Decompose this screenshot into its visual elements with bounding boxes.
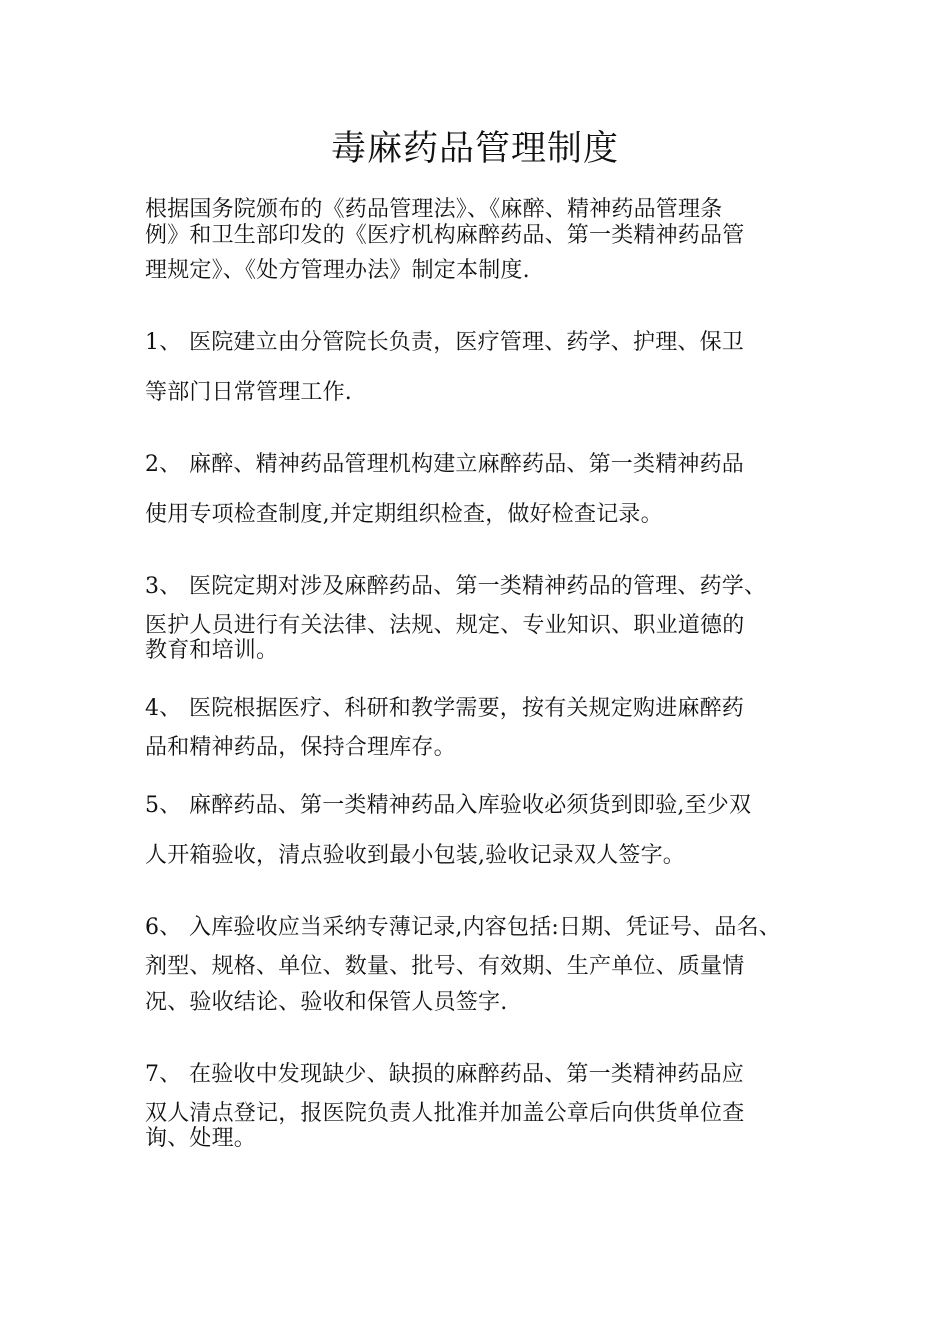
item-text: 在验收中发现缺少、缺损的麻醉药品、第一类精神药品应	[189, 1062, 745, 1087]
intro-line: 根据国务院颁布的《药品管理法》、《麻醉、精神药品管理条	[145, 197, 723, 222]
list-item-7-line: 询、处理。	[145, 1126, 257, 1151]
item-number: 3、	[145, 574, 182, 599]
list-item-6-line: 剂型、规格、单位、数量、批号、有效期、生产单位、质量情	[145, 954, 745, 979]
list-item-3-line: 医护人员进行有关法律、法规、规定、专业知识、职业道德的	[145, 613, 745, 638]
item-number: 6、	[145, 915, 182, 940]
item-number: 4、	[145, 696, 182, 721]
item-number: 5、	[145, 793, 182, 818]
list-item-7-line: 双人清点登记，报医院负责人批准并加盖公章后向供货单位查	[145, 1101, 745, 1126]
list-item-1-line	[145, 329, 744, 357]
item-text: 医院建立由分管院长负责，医疗管理、药学、护理、保卫	[189, 330, 745, 355]
item-text: 麻醉药品、第一类精神药品入库验收必须货到即验,至少双	[189, 793, 752, 818]
intro-line: 理规定》、《处方管理办法》制定本制度.	[145, 258, 530, 283]
intro-line: 例》和卫生部印发的《医疗机构麻醉药品、第一类精神药品管	[145, 223, 745, 248]
list-item-4-line	[145, 695, 744, 723]
list-item-2-line	[145, 451, 744, 479]
item-text: 麻醉、精神药品管理机构建立麻醉药品、第一类精神药品	[189, 452, 745, 477]
list-item-6-line: 况、验收结论、验收和保管人员签字.	[145, 990, 508, 1015]
item-number: 7、	[145, 1062, 182, 1087]
item-text: 医院根据医疗、科研和教学需要，按有关规定购进麻醉药	[189, 696, 745, 721]
list-item-4-line: 品和精神药品，保持合理库存。	[145, 735, 456, 760]
list-item-2-line: 使用专项检查制度,并定期组织检查，做好检查记录。	[145, 502, 663, 527]
document-title: 毒麻药品管理制度	[330, 129, 619, 169]
item-number: 1、	[145, 330, 182, 355]
list-item-5-line: 人开箱验收，清点验收到最小包装,验收记录双人签字。	[145, 843, 685, 868]
list-item-3-line: 教育和培训。	[145, 638, 279, 663]
item-number: 2、	[145, 452, 182, 477]
list-item-7-line	[145, 1061, 744, 1089]
list-item-6-line	[145, 914, 781, 942]
list-item-3-line	[145, 573, 766, 601]
list-item-1-line: 等部门日常管理工作.	[145, 380, 352, 405]
list-item-5-line	[145, 792, 751, 820]
item-text: 医院定期对涉及麻醉药品、第一类精神药品的管理、药学、	[189, 574, 767, 599]
item-text: 入库验收应当采纳专薄记录,内容包括:日期、凭证号、品名、	[189, 915, 782, 940]
